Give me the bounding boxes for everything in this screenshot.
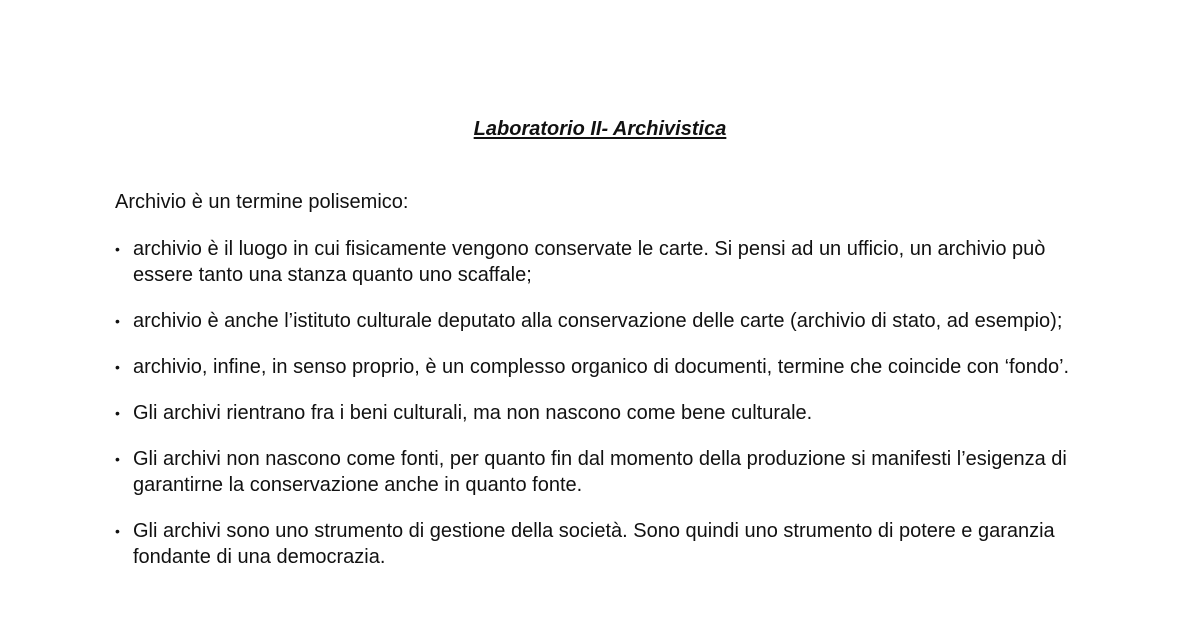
document-title: Laboratorio II- Archivistica — [473, 118, 727, 140]
bullet-list — [115, 236, 1090, 590]
list-item-text: Gli archivi rientrano fra i beni culturali, ma non nascono come bene culturale. — [133, 402, 813, 424]
list-item — [115, 518, 1090, 570]
list-item-text: archivio è il luogo in cui fisicamente vengono conservate le carte. Si pensi ad un ufficio, un archivio può essere tanto una stanza quanto uno scaffale; — [133, 238, 1046, 286]
bullet-icon: • — [115, 523, 120, 539]
list-item — [115, 354, 1090, 380]
list-item — [115, 446, 1090, 498]
bullet-icon: • — [115, 313, 120, 329]
list-item-text: archivio è anche l’istituto culturale deputato alla conservazione delle carte (archivio di stato, ad esempio); — [133, 310, 1063, 332]
bullet-icon: • — [115, 241, 120, 257]
list-item — [115, 236, 1090, 288]
bullet-icon: • — [115, 451, 120, 467]
bullet-icon: • — [115, 405, 120, 421]
list-item-text: Gli archivi sono uno strumento di gestione della società. Sono quindi uno strumento di potere e garanzia fondante di una democrazia. — [133, 520, 1055, 568]
list-item — [115, 308, 1090, 334]
intro-paragraph: Archivio è un termine polisemico: — [115, 191, 409, 213]
list-item — [115, 400, 1090, 426]
list-item-text: Gli archivi non nascono come fonti, per quanto fin dal momento della produzione si manifesti l’esigenza di garantirne la conservazione anche in quanto fonte. — [133, 448, 1067, 496]
list-item-text: archivio, infine, in senso proprio, è un complesso organico di documenti, termine che coincide con ‘fondo’. — [133, 356, 1070, 378]
bullet-icon: • — [115, 359, 120, 375]
